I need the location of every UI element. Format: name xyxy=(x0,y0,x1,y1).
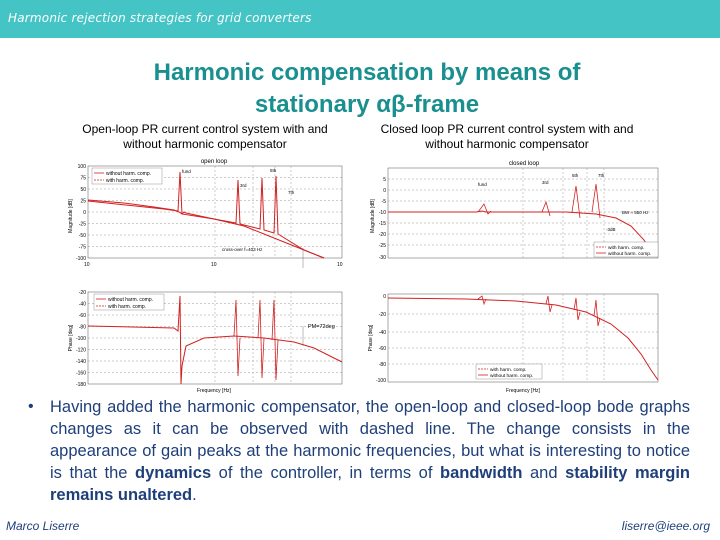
xtick: 10 xyxy=(211,262,217,268)
ytick: -160 xyxy=(75,370,86,377)
closed-loop-magnitude-plot xyxy=(366,156,666,268)
closed-mag-ylabel: Magnitude [dB] xyxy=(370,199,376,233)
open-mag-ylabel: Magnitude [dB] xyxy=(68,199,74,233)
bullet-text-part: and xyxy=(522,464,566,482)
ann-crossover: cross-over f=403 Hz xyxy=(222,247,263,252)
ytick: -140 xyxy=(75,359,86,365)
ytick: -50 xyxy=(78,233,86,239)
legend-item: without harm. comp. xyxy=(490,374,534,379)
open-phase-xlabel: Frequency [Hz] xyxy=(197,388,231,394)
closed-phase-legend xyxy=(476,364,542,379)
ytick: -60 xyxy=(378,346,386,352)
ytick: -80 xyxy=(378,362,386,368)
open-mag-curve-with-comp xyxy=(88,172,324,258)
open-phase-curve-with-comp xyxy=(234,300,278,380)
ann-7th: 7th xyxy=(598,173,605,178)
left-plot-heading xyxy=(60,122,350,152)
ytick: -100 xyxy=(375,378,386,384)
left-heading-line2: without harmonic compensator xyxy=(123,137,287,151)
footer-author: Marco Liserre xyxy=(6,519,80,533)
legend-item: without harm. comp. xyxy=(106,171,152,177)
ann-fund: fund xyxy=(182,169,191,174)
ytick: 100 xyxy=(77,164,86,170)
open-mag-yticks xyxy=(76,164,86,262)
open-phase-legend xyxy=(94,294,164,310)
left-heading-line1: Open-loop PR current control system with and xyxy=(82,122,328,136)
ytick: -10 xyxy=(378,210,386,216)
xtick: 10 xyxy=(337,262,343,268)
closed-loop-phase-plot xyxy=(366,286,666,398)
ytick: -15 xyxy=(378,221,386,227)
bullet-marker: • xyxy=(28,398,34,415)
closed-phase-xlabel: Frequency [Hz] xyxy=(506,388,540,394)
legend-item: with harm. comp. xyxy=(106,178,145,184)
open-phase-ylabel: Phase [deg] xyxy=(68,324,74,352)
footer-email[interactable]: liserre@ieee.org xyxy=(621,519,710,533)
open-loop-magnitude-plot xyxy=(64,156,354,268)
ann-phase-margin: PM=72deg xyxy=(308,324,335,330)
ytick: 5 xyxy=(383,177,386,183)
ytick: 50 xyxy=(80,187,86,193)
open-loop-phase-plot xyxy=(64,286,354,398)
closed-mag-title: closed loop xyxy=(508,161,540,167)
ytick: -30 xyxy=(378,255,386,261)
ytick: 0 xyxy=(383,294,386,300)
ann-5th: 5th xyxy=(270,168,277,173)
closed-phase-ylabel: Phase [deg] xyxy=(368,324,374,352)
bullet-text-part: of the controller, in terms of xyxy=(211,464,440,482)
ytick: -5 xyxy=(381,199,386,205)
bullet-text-part: Having added the harmonic compensator, the open-loop and closed-loop bode graphs changes as it can be observed with dashed line. The change consists in the appearance of gain peaks at the harmonic frequencies, but what is interesting to notice is that the xyxy=(50,398,690,482)
ytick: -20 xyxy=(378,312,386,318)
right-heading-line2: without harmonic compensator xyxy=(425,137,589,151)
ytick: -40 xyxy=(78,301,86,308)
bullet-bold-stability: stability margin remains unaltered xyxy=(50,464,690,504)
right-plot-heading xyxy=(362,122,652,152)
open-mag-legend xyxy=(92,168,162,184)
open-mag-xticks xyxy=(84,262,343,268)
ytick: -75 xyxy=(78,244,86,251)
header-bar xyxy=(0,0,720,38)
xtick: 10 xyxy=(84,262,90,268)
ann-5th: 5th xyxy=(572,173,579,178)
ytick: -120 xyxy=(75,347,86,354)
ann-bandwidth: BW ≈ 550 Hz xyxy=(622,210,649,215)
ytick: -25 xyxy=(378,243,386,249)
legend-item: with harm. comp. xyxy=(608,246,645,251)
closed-phase-yticks xyxy=(376,294,386,384)
open-phase-yticks xyxy=(76,290,86,388)
closed-mag-yticks xyxy=(379,177,386,261)
ytick: -180 xyxy=(75,382,86,388)
bullet-paragraph xyxy=(50,396,690,506)
ytick: -40 xyxy=(378,330,386,336)
open-mag-curve-without-comp xyxy=(88,200,324,258)
legend-item: without harm. comp. xyxy=(608,252,652,257)
ann-minus-3db: -3dB xyxy=(606,227,616,232)
slide-title-line2: stationary αβ-frame xyxy=(254,91,480,118)
slide-title-line1: Harmonic compensation by means of xyxy=(153,59,581,86)
ann-3rd: 3rd xyxy=(240,183,247,188)
bullet-bold-bandwidth: bandwidth xyxy=(439,464,523,482)
ytick: -20 xyxy=(78,290,86,296)
ytick: 0 xyxy=(383,188,386,194)
ann-3rd: 3rd xyxy=(542,180,549,185)
ytick: -60 xyxy=(78,313,86,319)
ytick: -100 xyxy=(75,336,86,342)
ytick: 25 xyxy=(80,198,86,205)
open-mag-title: open loop xyxy=(200,159,228,165)
legend-item: with harm. comp. xyxy=(490,368,527,373)
closed-mag-annotations xyxy=(478,173,649,232)
ytick: -25 xyxy=(78,221,86,228)
ytick: -100 xyxy=(75,256,86,262)
ytick: 75 xyxy=(80,175,86,182)
ann-7th: 7th xyxy=(288,190,295,195)
right-heading-line1: Closed loop PR current control system with and xyxy=(380,122,634,136)
header-title: Harmonic rejection strategies for grid converters xyxy=(8,11,312,25)
closed-mag-legend xyxy=(594,242,658,257)
ann-fund: fund xyxy=(478,182,487,187)
ytick: 0 xyxy=(83,210,86,216)
legend-item: with harm. comp. xyxy=(108,304,147,310)
ytick: -80 xyxy=(78,324,86,331)
bullet-bold-dynamics: dynamics xyxy=(135,464,212,482)
bullet-text-part: . xyxy=(192,486,197,504)
ytick: -20 xyxy=(378,232,386,238)
legend-item: without harm. comp. xyxy=(108,297,154,303)
